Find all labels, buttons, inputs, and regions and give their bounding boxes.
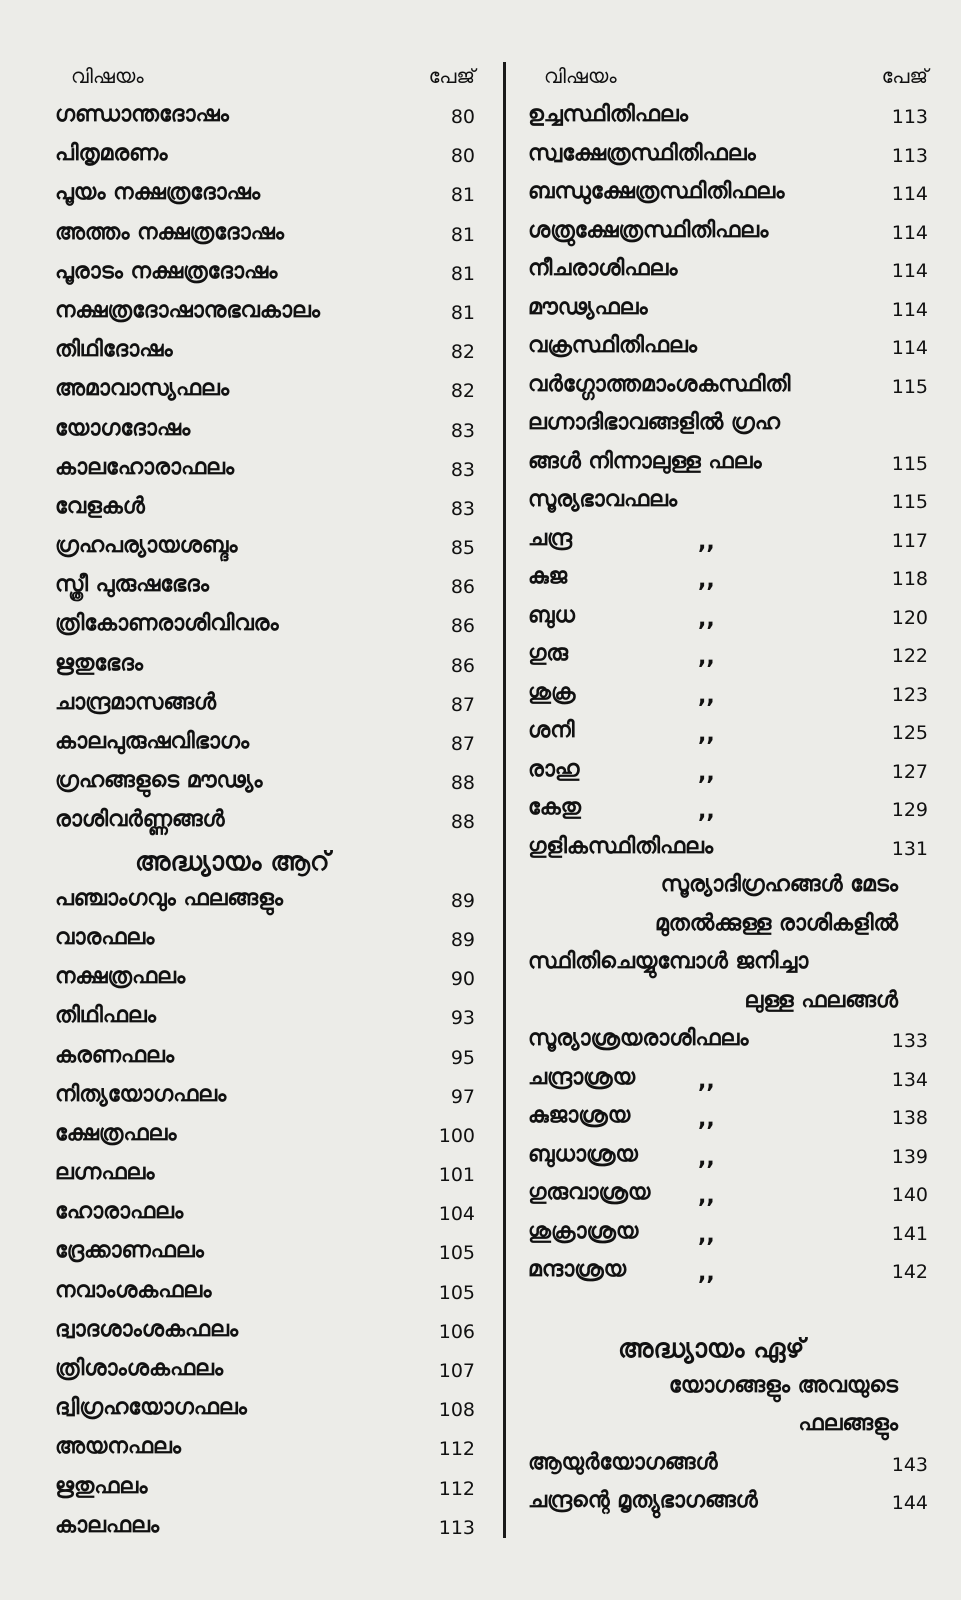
entry-title: ചന്ദ്ര [528,525,573,551]
entry-title: കുജ [528,564,568,589]
ditto-mark: ,, [698,1107,715,1132]
toc-entry [55,568,475,607]
entry-title: ഗുരു [528,641,569,666]
entry-title: തിഥിദോഷം [55,337,173,363]
toc-entry [55,1391,475,1430]
toc-entry [528,714,928,753]
toc-entry [528,406,928,445]
entry-page-number: 113 [891,106,928,128]
entry-title: ശുക്ര [528,679,576,705]
toc-entry [55,372,475,411]
toc-entry [528,1484,928,1523]
entry-page-number: 86 [450,654,475,677]
entry-page-number: 83 [450,458,475,481]
entry-page-number: 143 [891,1453,928,1476]
entry-title: ങ്ങൾ നിന്നാലുള്ള ഫലം [528,448,762,474]
toc-entry [528,1215,928,1254]
entry-page-number: 83 [450,419,475,442]
toc-entry [528,560,928,599]
toc-entry [528,1176,928,1215]
ditto-mark: ,, [698,1261,715,1286]
entry-title: പൂയം നക്ഷത്രദോഷം [55,180,261,206]
toc-entry [528,868,928,907]
toc-entry [528,1446,928,1485]
entry-page-number: 108 [438,1399,475,1422]
toc-entry [528,1407,928,1446]
toc-entry [55,921,475,960]
entry-page-number: 114 [891,337,928,359]
entry-title: വർഗ്ഗോത്തമാംശകസ്ഥിതി [528,371,791,397]
column-divider [503,62,506,1538]
toc-entry [55,1352,475,1391]
toc-entry [55,412,475,451]
entry-page-number: 131 [891,837,928,860]
entry-page-number: 81 [450,262,475,285]
entry-page-number: 95 [450,1046,475,1069]
entry-title: ദ്വിഗ്രഹയോഗഫലം [55,1395,247,1421]
ditto-mark: ,, [698,722,715,747]
entry-title: കാലഫലം [55,1512,160,1538]
entry-title: യോഗദോഷം [55,415,191,441]
toc-right-column [528,58,928,1523]
entry-title: അത്തം നക്ഷത്രദോഷം [55,219,284,245]
entry-page-number: 97 [450,1085,475,1108]
entry-page-number: 112 [438,1438,475,1461]
entry-title: ഋതുഭേദം [55,650,144,676]
toc-entry [55,1117,475,1156]
entry-page-number: 115 [891,375,928,398]
entry-title: ചാന്ദ്രമാസങ്ങൾ [55,689,217,715]
entry-title: ബുധ [528,602,575,628]
toc-entry [528,137,928,176]
entry-title: ഗ്രഹങ്ങളുടെ മൗഢ്യം [55,768,263,794]
entry-title: അയനഫലം [55,1434,181,1460]
toc-entry [55,1234,475,1273]
entry-page-number: 86 [450,615,475,638]
entry-page-number: 85 [450,537,475,560]
entry-title: കേതു [528,795,581,820]
entry-page-number: 89 [450,889,475,912]
entry-page-number: 127 [891,760,928,783]
entry-title: പിതൃമരണം [55,141,168,167]
ditto-mark: ,, [698,1222,715,1248]
toc-entry [55,529,475,568]
page-heading: പേജ് [881,64,928,88]
toc-entry [528,984,928,1023]
toc-entry [55,1195,475,1234]
chapter-heading [528,1330,928,1369]
entry-page-number: 113 [891,144,928,167]
entry-title: സൂര്യാശ്രയരാശിഫലം [528,1026,749,1051]
entry-page-number: 114 [891,183,928,205]
entry-page-number: 82 [450,341,475,364]
toc-entry [528,907,928,946]
toc-entry [55,176,475,215]
entry-title: സ്ഥിതിചെയ്യുമ്പോൾ ജനിച്ചാ [528,949,809,974]
entry-title: സൂര്യഭാവഫലം [528,487,678,512]
entry-title: നവാംശകഫലം [55,1277,212,1303]
entry-page-number: 87 [450,733,475,755]
entry-page-number: 129 [891,799,928,821]
entry-page-number: 81 [450,184,475,207]
toc-entry [55,216,475,255]
entry-title: ആയുർയോഗങ്ങൾ [528,1449,718,1475]
chapter-title: അദ്ധ്യായം ഏഴ് [618,1334,805,1364]
entry-page-number: 114 [891,298,928,321]
right-column-header [528,58,928,98]
toc-entry [528,1061,928,1100]
entry-title: ഗുളികസ്ഥിതിഫലം [528,833,714,859]
toc-entry [528,1369,928,1408]
entry-page-number: 87 [450,693,475,716]
toc-entry [528,753,928,792]
toc-entry [55,451,475,490]
ditto-mark: ,, [698,568,715,593]
toc-entry [528,1099,928,1138]
page-heading: പേജ് [428,64,475,88]
ditto-mark: ,, [698,1184,715,1209]
toc-entry [528,214,928,253]
toc-entry [55,647,475,686]
entry-page-number: 112 [438,1477,475,1500]
entry-page-number: 81 [450,223,475,246]
entry-page-number: 83 [450,497,475,520]
entry-title: നക്ഷത്രഫലം [55,964,186,990]
toc-left-column [55,58,475,1548]
entry-page-number: 89 [450,928,475,951]
entry-title: ദ്രേക്കാണഫലം [55,1238,204,1264]
entry-title: രാഹു [528,756,580,782]
entry-title: രാശിവർണ്ണങ്ങൾ [55,807,225,833]
toc-entry [55,960,475,999]
entry-title: നക്ഷത്രദോഷാനുഭവകാലം [55,297,321,323]
entry-page-number: 88 [450,811,475,834]
ditto-mark: ,, [698,606,715,632]
entry-title: ശുക്രാശ്രയ [528,1218,639,1244]
entry-title: ഋതുഫലം [55,1473,148,1499]
toc-entry [528,676,928,715]
entry-title: മുതൽക്കുള്ള രാശികളിൽ [654,910,898,936]
entry-title: ഉച്ചസ്ഥിതിഫലം [528,102,688,127]
entry-title: വക്രസ്ഥിതിഫലം [528,333,698,358]
ditto-mark: ,, [698,683,715,709]
entry-title: സ്വക്ഷേത്രസ്ഥിതിഫലം [528,140,756,166]
toc-entry [55,764,475,803]
toc-entry [528,329,928,368]
entry-title: വേളകൾ [55,493,145,519]
toc-entry [55,686,475,725]
entry-title: ചന്ദ്രന്റെ മൃത്യുഭാഗങ്ങൾ [528,1488,758,1513]
entry-page-number: 105 [438,1242,475,1265]
entry-page-number: 88 [450,772,475,795]
entry-title: നീചരാശിഫലം [528,256,678,281]
toc-entry [55,999,475,1038]
toc-entry [528,175,928,214]
entry-title: ഗുരുവാശ്രയ [528,1180,651,1205]
entry-title: ഹോരാഫലം [55,1199,184,1225]
toc-entry [55,1156,475,1195]
entry-page-number: 118 [891,568,928,590]
toc-entry [528,98,928,137]
ditto-mark: ,, [698,799,715,824]
left-column-header [55,58,475,98]
entry-page-number: 122 [891,645,928,667]
entry-page-number: 140 [891,1184,928,1206]
subject-heading: വിഷയം [71,64,144,88]
toc-entry [528,483,928,522]
toc-entry [55,1470,475,1509]
toc-entry [528,291,928,330]
entry-title: ഗണ്ഡാന്തദോഷം [55,102,229,127]
entry-title: സ്ത്രീ പുരുഷഭേദം [55,572,209,598]
entry-page-number: 86 [450,576,475,599]
entry-title: യോഗങ്ങളും അവയുടെ [668,1372,898,1398]
toc-entry [55,1039,475,1078]
entry-title: ഫലങ്ങളും [798,1411,898,1436]
toc-entry [55,725,475,764]
entry-page-number: 104 [438,1203,475,1226]
toc-entry [55,1430,475,1469]
entry-page-number: 139 [891,1145,928,1168]
entry-page-number: 120 [891,606,928,629]
entry-page-number: 117 [891,529,928,552]
toc-entry [528,445,928,484]
entry-title: നിത്യയോഗഫലം [55,1081,227,1107]
toc-entry [55,803,475,842]
entry-title: ത്രിശാംശകഫലം [55,1356,224,1381]
ditto-mark: ,, [698,529,715,555]
entry-page-number: 114 [891,260,928,282]
toc-entry [55,1313,475,1352]
chapter-title: അദ്ധ്യായം ആറ് [135,846,330,877]
entry-title: ത്രികോണരാശിവിവരം [55,611,279,637]
entry-title: കുജാശ്രയ [528,1103,631,1128]
toc-entry [528,368,928,407]
entry-title: കാലപുരുഷവിഭാഗം [55,729,250,754]
entry-title: തിഥിഫലം [55,1003,156,1029]
toc-entry [55,882,475,921]
entry-page-number: 141 [891,1222,928,1245]
entry-page-number: 107 [438,1360,475,1382]
ditto-mark: ,, [698,1068,715,1094]
entry-title: ലഗ്നാദിഭാവങ്ങളിൽ ഗ്രഹ [528,410,780,435]
toc-entry [528,522,928,561]
toc-entry [55,1078,475,1117]
entry-page-number: 106 [438,1320,475,1343]
ditto-mark: ,, [698,1145,715,1171]
entry-title: ഗ്രഹപര്യായശബ്ദം [55,533,238,559]
entry-title: മൗഢ്യഫലം [528,294,648,320]
entry-title: ബന്ധുക്ഷേത്രസ്ഥിതിഫലം [528,179,785,204]
toc-entry [55,1274,475,1313]
subject-heading: വിഷയം [544,64,617,88]
entry-page-number: 142 [891,1261,928,1283]
entry-title: അമാവാസ്യഫലം [55,376,230,402]
toc-entry [528,1138,928,1177]
toc-entry [528,1253,928,1292]
entry-page-number: 101 [438,1164,475,1187]
toc-entry [528,945,928,984]
entry-page-number: 80 [450,145,475,168]
ditto-mark: ,, [698,645,715,670]
entry-page-number: 144 [891,1492,928,1514]
toc-entry [528,830,928,869]
entry-page-number: 80 [450,106,475,128]
entry-page-number: 138 [891,1107,928,1129]
entry-page-number: 115 [891,452,928,475]
entry-title: ബുധാശ്രയ [528,1141,638,1167]
entry-title: ശനി [528,718,575,743]
entry-page-number: 133 [891,1030,928,1052]
entry-title: സൂര്യാദിഗ്രഹങ്ങൾ മേടം [660,872,898,897]
entry-title: ക്ഷേത്രഫലം [55,1120,177,1146]
entry-page-number: 134 [891,1068,928,1091]
entry-page-number: 125 [891,722,928,744]
entry-page-number: 113 [438,1516,475,1539]
entry-title: പഞ്ചാംഗവും ഫലങ്ങളും [55,885,284,911]
entry-page-number: 93 [450,1007,475,1030]
ditto-mark: ,, [698,760,715,786]
entry-title: ചന്ദ്രാശ്രയ [528,1064,636,1090]
toc-entry [55,137,475,176]
toc-entry [528,599,928,638]
entry-page-number: 81 [450,301,475,324]
entry-title: ശത്രുക്ഷേത്രസ്ഥിതിഫലം [528,217,769,243]
entry-title: കരണഫലം [55,1042,175,1068]
entry-title: കാലഹോരാഫലം [55,454,235,480]
toc-entry [528,252,928,291]
toc-entry [528,791,928,830]
toc-entry [55,1509,475,1548]
entry-title: ദ്വാദശാംശകഫലം [55,1316,239,1342]
toc-entry [55,490,475,529]
toc-entry [55,607,475,646]
toc-entry [528,637,928,676]
toc-entry [55,98,475,137]
entry-page-number: 82 [450,380,475,403]
toc-entry [55,294,475,333]
chapter-heading [55,843,475,882]
entry-title: മന്ദാശ്രയ [528,1257,627,1282]
toc-entry [55,255,475,294]
entry-page-number: 123 [891,683,928,706]
toc-entry [55,333,475,372]
entry-title: പൂരാടം നക്ഷത്രദോഷം [55,258,278,284]
entry-page-number: 114 [891,221,928,244]
entry-page-number: 100 [438,1124,475,1147]
entry-title: ലഗ്നഫലം [55,1160,155,1186]
entry-title: വാരഫലം [55,924,155,950]
entry-page-number: 105 [438,1281,475,1304]
toc-entry [528,1022,928,1061]
entry-title: ലുള്ള ഫലങ്ങൾ [744,987,898,1013]
toc-entry [528,1292,928,1331]
entry-page-number: 90 [450,968,475,991]
entry-page-number: 115 [891,491,928,513]
